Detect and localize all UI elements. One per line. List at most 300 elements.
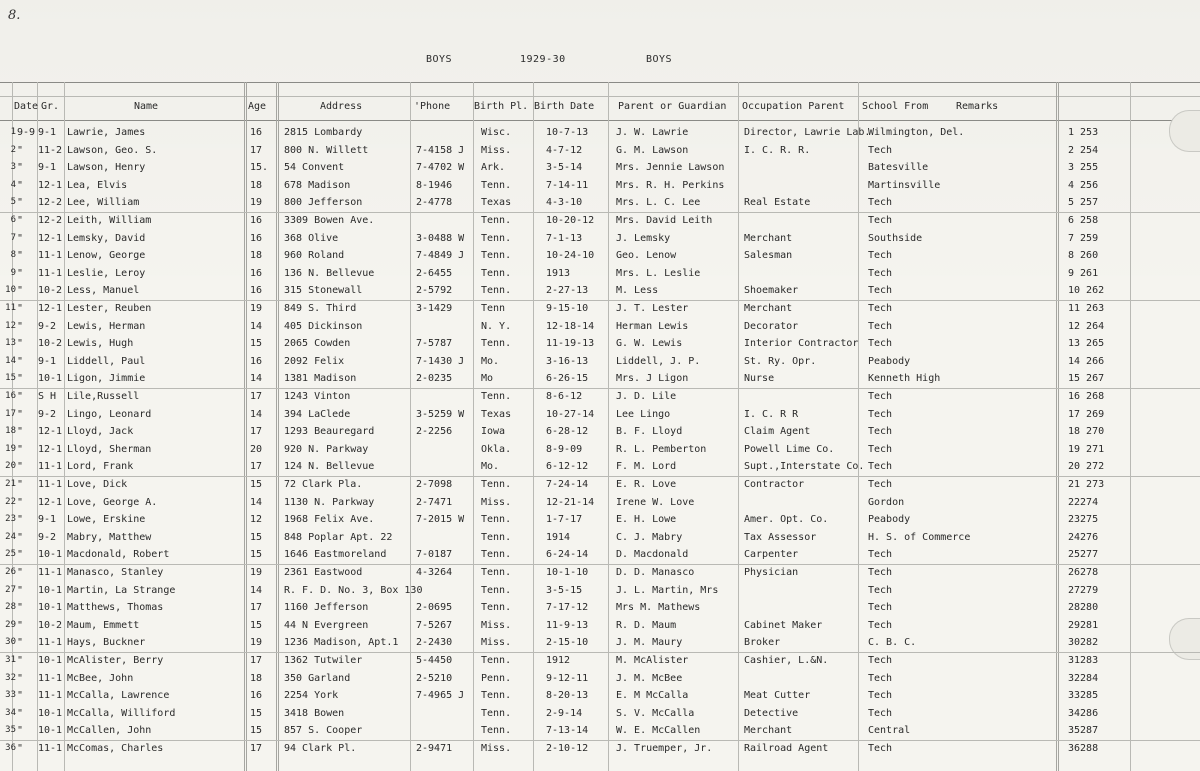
row-phone: 2-6455 [416,267,453,279]
row-date: " [17,725,24,737]
table-row [0,247,1200,265]
row-number: 22 [5,496,16,507]
row-parent: Mrs. David Leith [616,215,713,226]
row-date: " [17,179,24,191]
table-row [0,529,1200,547]
row-date: " [17,672,24,684]
row-date: " [17,549,24,561]
row-remarks: 34286 [1068,707,1099,719]
row-grade: 10-1 [38,725,63,737]
row-number: 19 [5,443,16,454]
row-birth-date: 7-1-13 [546,232,583,244]
row-grade: 12-2 [38,215,63,226]
row-parent: Lee Lingo [616,408,671,420]
row-number: 20 [5,461,16,472]
row-remarks: 10 262 [1068,285,1105,297]
row-name: Mabry, Matthew [67,531,152,543]
row-school-from: Tech [868,479,893,490]
row-age: 16 [250,355,263,367]
row-grade: 11-1 [38,672,63,684]
row-name: McAlister, Berry [67,655,164,666]
row-number: 25 [5,549,16,560]
row-occupation: Salesman [744,250,793,262]
row-name: Lile,Russell [67,391,140,402]
row-birth-place: Tenn. [481,725,512,737]
col-parent: Parent or Guardian [618,101,727,112]
row-birth-date: 2-15-10 [546,637,589,649]
row-number: 11 [5,303,16,313]
row-birth-date: 8-9-09 [546,443,583,455]
row-address: 405 Dickinson [284,320,363,332]
row-address: 800 N. Willett [284,144,369,156]
row-address: 394 LaClede [284,408,351,420]
table-row [0,546,1200,564]
row-occupation: Merchant [744,303,793,314]
row-school-from: Tech [868,567,893,578]
row-school-from: Tech [868,303,893,314]
row-number: 16 [5,391,16,401]
row-remarks: 35287 [1068,725,1099,737]
row-remarks: 17 269 [1068,408,1105,420]
table-row [0,740,1200,758]
row-phone: 7-0187 [416,549,453,561]
row-parent: J. Truemper, Jr. [616,743,713,754]
row-name: McCalla, Lawrence [67,690,170,702]
row-date: " [17,655,24,666]
row-date: " [17,443,24,455]
row-name: Lloyd, Sherman [67,443,152,455]
table-row [0,282,1200,300]
row-date: " [17,707,24,719]
row-remarks: 13 265 [1068,338,1105,350]
row-date: 9-9 [17,127,36,138]
row-group-rule [0,652,1200,653]
row-birth-place: Miss. [481,637,512,649]
row-birth-place: Tenn. [481,338,512,350]
row-name: Martin, La Strange [67,584,176,596]
row-number: 10 [5,285,16,296]
row-grade: 10-1 [38,655,63,666]
row-remarks: 20 272 [1068,461,1105,473]
row-parent: J. D. Lile [616,391,677,402]
row-school-from: Tech [868,267,893,279]
row-age: 14 [250,320,263,332]
row-birth-place: Texas [481,408,512,420]
row-age: 16 [250,232,263,244]
row-birth-date: 3-5-15 [546,584,583,596]
row-parent: F. M. Lord [616,461,677,473]
row-phone: 2-2256 [416,426,453,438]
row-occupation: Cashier, L.&N. [744,655,829,666]
row-birth-date: 7-24-14 [546,479,589,490]
row-parent: B. F. Lloyd [616,426,683,438]
row-name: Manasco, Stanley [67,567,164,578]
row-grade: 9-2 [38,531,57,543]
row-remarks: 27279 [1068,584,1099,596]
row-remarks: 28280 [1068,602,1099,614]
row-phone: 3-5259 W [416,408,465,420]
row-age: 16 [250,285,263,297]
row-phone: 4-3264 [416,567,453,578]
row-birth-place: Miss. [481,496,512,508]
row-grade: 12-1 [38,232,63,244]
row-birth-place: Tenn. [481,690,512,702]
table-row [0,617,1200,635]
table-row [0,458,1200,476]
row-date: " [17,496,24,508]
rule-header-bottom [0,120,1200,121]
row-school-from: Tech [868,655,893,666]
row-age: 17 [250,743,263,754]
row-remarks: 14 266 [1068,355,1105,367]
row-grade: 9-2 [38,320,57,332]
row-phone: 7-1430 J [416,355,465,367]
row-grade: 12-1 [38,303,63,314]
row-number: 17 [5,408,16,419]
row-address: 94 Clark Pl. [284,743,357,754]
row-group-rule [0,740,1200,741]
row-phone: 2-7098 [416,479,453,490]
row-school-from: Central [868,725,911,737]
row-address: 2254 York [284,690,339,702]
table-row [0,124,1200,142]
row-number: 3 [10,162,16,173]
table-row [0,300,1200,318]
row-birth-date: 2-9-14 [546,707,583,719]
row-birth-place: Tenn. [481,584,512,596]
row-school-from: Tech [868,426,893,438]
row-name: Lee, William [67,197,140,209]
row-phone: 2-0695 [416,602,453,614]
col-school-from: School From [862,101,929,112]
row-age: 18 [250,250,263,262]
row-number: 7 [10,232,16,243]
row-remarks: 36288 [1068,743,1099,754]
row-age: 17 [250,655,263,666]
row-birth-date: 10-20-12 [546,215,595,226]
row-parent: M. Less [616,285,659,297]
row-occupation: Contractor [744,479,805,490]
row-age: 18 [250,672,263,684]
row-grade: 10-2 [38,338,63,350]
row-remarks: 19 271 [1068,443,1105,455]
table-row [0,687,1200,705]
row-grade: 12-1 [38,496,63,508]
row-name: Lawrie, James [67,127,146,138]
row-school-from: Tech [868,320,893,332]
row-birth-place: Mo. [481,355,500,367]
row-number: 18 [5,426,16,437]
row-number: 32 [5,672,16,683]
row-parent: D. Macdonald [616,549,689,561]
row-remarks: 1 253 [1068,127,1099,138]
row-phone: 7-4965 J [416,690,465,702]
row-phone: 7-4158 J [416,144,465,156]
row-birth-place: Tenn. [481,391,512,402]
row-age: 15. [250,162,269,174]
table-row [0,194,1200,212]
row-grade: 9-2 [38,408,57,420]
row-school-from: Tech [868,391,893,402]
row-age: 15 [250,531,263,543]
row-birth-place: Miss. [481,743,512,754]
row-number: 29 [5,619,16,630]
row-remarks: 15 267 [1068,373,1105,385]
row-occupation: I. C. R. R. [744,144,811,156]
row-age: 17 [250,461,263,473]
row-number: 2 [10,144,16,155]
row-occupation: Merchant [744,232,793,244]
row-address: 1381 Madison [284,373,357,385]
row-number: 30 [5,637,16,648]
row-age: 15 [250,479,263,490]
row-birth-place: Miss. [481,619,512,631]
row-name: Lenow, George [67,250,146,262]
row-grade: 9-1 [38,127,57,138]
row-school-from: Tech [868,672,893,684]
row-parent: J. L. Martin, Mrs [616,584,719,596]
row-grade: 9-1 [38,514,57,526]
row-remarks: 5 257 [1068,197,1099,209]
row-grade: 9-1 [38,355,57,367]
row-date: " [17,197,24,209]
row-name: Maum, Emmett [67,619,140,631]
row-birth-date: 12-21-14 [546,496,595,508]
row-parent: J. M. Maury [616,637,683,649]
row-birth-place: Tenn. [481,549,512,561]
row-age: 15 [250,549,263,561]
row-school-from: Southside [868,232,923,244]
row-remarks: 33285 [1068,690,1099,702]
row-date: " [17,373,24,385]
table-row [0,564,1200,582]
row-phone: 2-0235 [416,373,453,385]
col-name: Name [134,101,159,112]
table-row [0,511,1200,529]
row-birth-date: 9-12-11 [546,672,589,684]
row-remarks: 18 270 [1068,426,1105,438]
row-name: Lewis, Herman [67,320,146,332]
row-number: 13 [5,338,16,349]
table-row [0,599,1200,617]
row-age: 16 [250,267,263,279]
row-school-from: Tech [868,602,893,614]
row-name: Matthews, Thomas [67,602,164,614]
row-name: Lowe, Erskine [67,514,146,526]
binder-hole [1169,618,1200,660]
row-address: 2815 Lombardy [284,127,363,138]
row-parent: C. J. Mabry [616,531,683,543]
row-parent: Mrs. L. C. Lee [616,197,701,209]
row-group-rule [0,212,1200,213]
row-grade: 10-1 [38,602,63,614]
row-age: 20 [250,443,263,455]
row-grade: 10-1 [38,584,63,596]
row-remarks: 31283 [1068,655,1099,666]
row-parent: Geo. Lenow [616,250,677,262]
row-birth-place: Tenn. [481,267,512,279]
row-grade: 11-1 [38,567,63,578]
row-address: 857 S. Cooper [284,725,363,737]
rule-top [0,82,1200,83]
row-school-from: Tech [868,197,893,209]
col-birth-date: Birth Date [534,101,595,112]
row-birth-date: 2-27-13 [546,285,589,297]
row-school-from: Tech [868,285,893,297]
row-age: 17 [250,602,263,614]
row-remarks: 3 255 [1068,162,1099,174]
row-grade: 11-1 [38,690,63,702]
table-row [0,265,1200,283]
row-name: McComas, Charles [67,743,164,754]
row-school-from: Tech [868,250,893,262]
row-date: " [17,303,24,314]
row-remarks: 23275 [1068,514,1099,526]
row-number: 21 [5,479,16,489]
row-number: 28 [5,602,16,613]
row-address: 960 Roland [284,250,345,262]
row-birth-place: Iowa [481,426,506,438]
row-date: " [17,162,24,174]
table-row [0,230,1200,248]
row-number: 9 [10,267,16,278]
row-address: 1243 Vinton [284,391,351,402]
row-parent: E. M McCalla [616,690,689,702]
row-occupation: Merchant [744,725,793,737]
row-remarks: 24276 [1068,531,1099,543]
row-name: Love, Dick [67,479,128,490]
row-birth-date: 10-1-10 [546,567,589,578]
row-address: 849 S. Third [284,303,357,314]
table-row [0,423,1200,441]
row-name: Ligon, Jimmie [67,373,146,385]
row-address: 315 Stonewall [284,285,363,297]
row-birth-date: 9-15-10 [546,303,589,314]
row-school-from: Tech [868,690,893,702]
table-row [0,388,1200,406]
row-date: " [17,215,24,226]
table-row [0,441,1200,459]
row-birth-date: 10-27-14 [546,408,595,420]
row-address: 848 Poplar Apt. 22 [284,531,393,543]
row-address: 3418 Bowen [284,707,345,719]
row-address: 368 Olive [284,232,339,244]
row-date: " [17,338,24,350]
row-birth-date: 8-6-12 [546,391,583,402]
row-address: 3309 Bowen Ave. [284,215,375,226]
row-remarks: 7 259 [1068,232,1099,244]
row-name: Hays, Buckner [67,637,146,649]
row-parent: G. M. Lawson [616,144,689,156]
row-address: R. F. D. No. 3, Box 130 [284,584,423,596]
row-number: 4 [10,179,16,190]
row-birth-place: Tenn. [481,567,512,578]
row-school-from: Wilmington, Del. [868,127,965,138]
row-name: Lawson, Geo. S. [67,144,158,156]
header-year: 1929-30 [520,54,566,65]
row-remarks: 2 254 [1068,144,1099,156]
row-age: 15 [250,725,263,737]
row-number: 26 [5,567,16,577]
row-date: " [17,584,24,596]
row-group-rule [0,564,1200,565]
row-school-from: Tech [868,743,893,754]
row-parent: Irene W. Love [616,496,695,508]
row-parent: W. E. McCallen [616,725,701,737]
rule-header [0,96,1200,97]
row-occupation: Director, Lawrie Lab. [744,127,871,138]
row-birth-date: 3-16-13 [546,355,589,367]
row-birth-place: Tenn. [481,232,512,244]
row-birth-date: 1-7-17 [546,514,583,526]
table-row [0,652,1200,670]
row-age: 15 [250,338,263,350]
row-name: Macdonald, Robert [67,549,170,561]
row-birth-place: Ark. [481,162,506,174]
table-row [0,705,1200,723]
row-name: Lea, Elvis [67,179,128,191]
row-school-from: Tech [868,338,893,350]
row-grade: 11-1 [38,479,63,490]
row-birth-place: Tenn. [481,707,512,719]
row-address: 800 Jefferson [284,197,363,209]
row-birth-date: 11-19-13 [546,338,595,350]
row-age: 16 [250,215,263,226]
row-birth-place: Tenn. [481,215,512,226]
row-parent: J. T. Lester [616,303,689,314]
row-remarks: 26278 [1068,567,1099,578]
row-birth-place: Penn. [481,672,512,684]
page-number-mark: 8. [8,8,21,23]
row-address: 1130 N. Parkway [284,496,375,508]
table-row [0,177,1200,195]
row-phone: 2-5210 [416,672,453,684]
row-address: 72 Clark Pla. [284,479,363,490]
table-row [0,670,1200,688]
row-birth-date: 7-14-11 [546,179,589,191]
row-remarks: 6 258 [1068,215,1099,226]
row-grade: 11-2 [38,144,63,156]
row-group-rule [0,300,1200,301]
row-name: McCallen, John [67,725,152,737]
row-remarks: 12 264 [1068,320,1105,332]
row-date: " [17,144,24,156]
row-address: 1968 Felix Ave. [284,514,375,526]
table-row [0,318,1200,336]
row-phone: 7-5787 [416,338,453,350]
row-address: 1362 Tutwiler [284,655,363,666]
row-date: " [17,267,24,279]
row-phone: 7-4849 J [416,250,465,262]
row-school-from: Tech [868,461,893,473]
col-address: Address [320,101,363,112]
row-birth-place: Tenn. [481,514,512,526]
row-phone: 5-4450 [416,655,453,666]
row-phone: 2-2430 [416,637,453,649]
row-birth-place: Tenn. [481,479,512,490]
table-row [0,476,1200,494]
row-date: " [17,320,24,332]
table-row [0,335,1200,353]
row-school-from: Tech [868,144,893,156]
row-occupation: I. C. R R [744,408,799,420]
row-parent: Mrs. Jennie Lawson [616,162,725,174]
row-school-from: Kenneth High [868,373,941,385]
row-phone: 2-7471 [416,496,453,508]
row-grade: S H [38,391,57,402]
row-number: 14 [5,355,16,366]
row-occupation: Real Estate [744,197,811,209]
